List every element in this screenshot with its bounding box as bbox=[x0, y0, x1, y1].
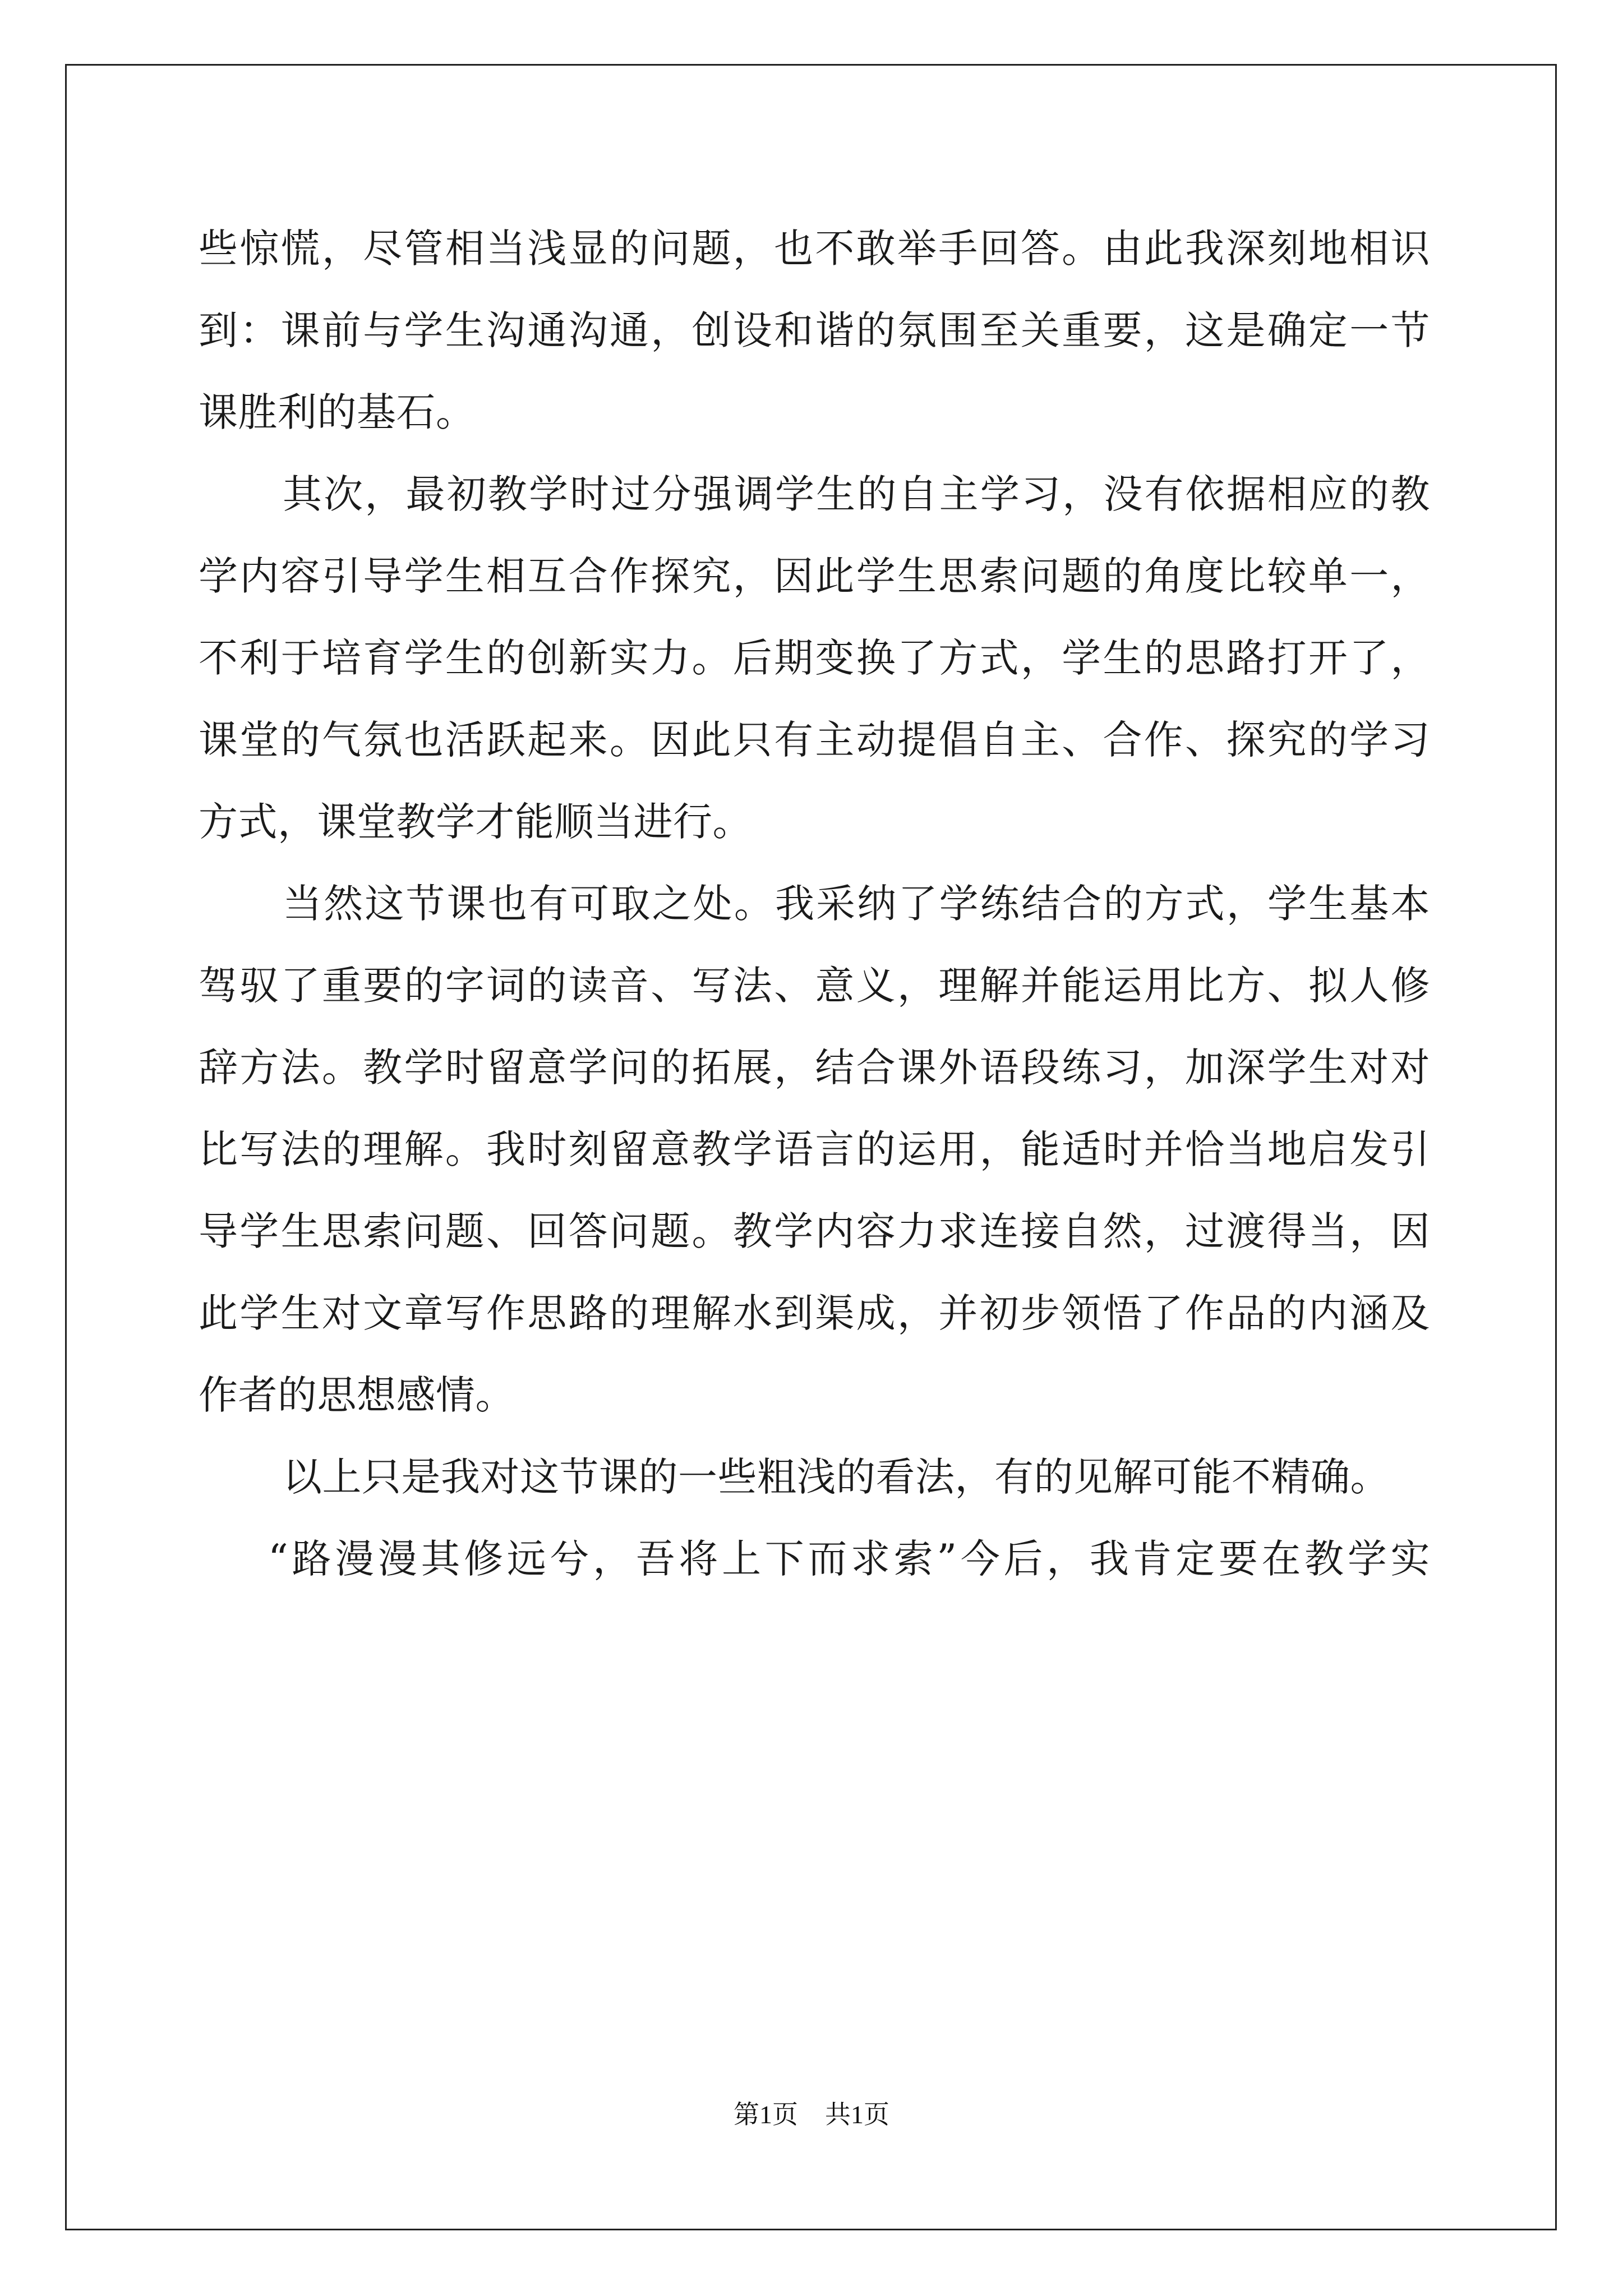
text-line: 比写法的理解。我时刻留意教学语言的运用，能适时并恰当地启发引 bbox=[199, 1126, 1430, 1172]
text-line: 导学生思索问题、回答问题。教学内容力求连接自然，过渡得当，因 bbox=[199, 1208, 1430, 1254]
paragraph-start-line: 以上只是我对这节课的一些粗浅的看法，有的见解可能不精确。 bbox=[283, 1454, 1390, 1500]
total-page-count: 共1页 bbox=[825, 2100, 889, 2129]
text-line: 到：课前与学生沟通沟通，创设和谐的氛围至关重要，这是确定一节 bbox=[199, 307, 1430, 353]
text-line: 不利于培育学生的创新实力。后期变换了方式，学生的思路打开了， bbox=[199, 635, 1430, 681]
text-line: 作者的思想感情。 bbox=[199, 1372, 515, 1418]
document-body bbox=[199, 208, 1430, 1600]
page-footer bbox=[0, 2099, 1623, 2131]
text-line: 课堂的气氛也活跃起来。因此只有主动提倡自主、合作、探究的学习 bbox=[199, 717, 1430, 763]
text-line: 驾驭了重要的字词的读音、写法、意义，理解并能运用比方、拟人修 bbox=[199, 963, 1430, 1009]
text-line: 学内容引导学生相互合作探究，因此学生思索问题的角度比较单一， bbox=[199, 553, 1430, 599]
text-line: 些惊慌，尽管相当浅显的问题，也不敢举手回答。由此我深刻地相识 bbox=[199, 226, 1430, 272]
text-line: 辞方法。教学时留意学问的拓展，结合课外语段练习，加深学生对对 bbox=[199, 1045, 1430, 1091]
paragraph-start-line: 其次，最初教学时过分强调学生的自主学习，没有依据相应的教 bbox=[283, 471, 1430, 517]
current-page-number: 第1页 bbox=[734, 2100, 798, 2129]
paragraph-start-line: “路漫漫其修远兮，吾将上下而求索”今后，我肯定要在教学实 bbox=[268, 1536, 1430, 1582]
paragraph-start-line: 当然这节课也有可取之处。我采纳了学练结合的方式，学生基本 bbox=[283, 881, 1430, 927]
text-line: 方式，课堂教学才能顺当进行。 bbox=[199, 799, 752, 845]
text-line: 此学生对文章写作思路的理解水到渠成，并初步领悟了作品的内涵及 bbox=[199, 1290, 1430, 1336]
text-line: 课胜利的基石。 bbox=[199, 389, 476, 435]
